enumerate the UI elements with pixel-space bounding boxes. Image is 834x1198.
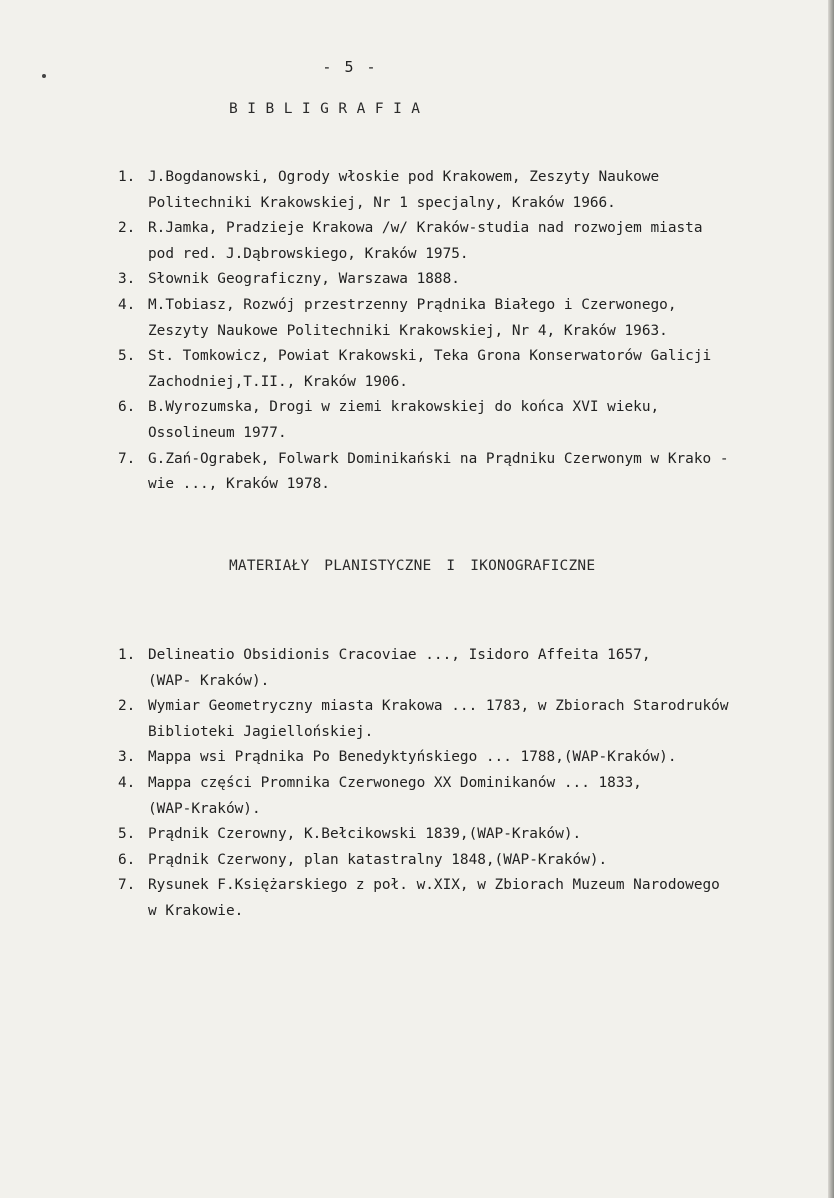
materials-heading: MATERIAŁY PLANISTYCZNE I IKONOGRAFICZNE — [229, 558, 596, 574]
item-number: 3. — [118, 749, 136, 766]
item-line: Rysunek F.Księżarskiego z poł. w.XIX, w Zbiorach Muzeum Narodowego — [148, 877, 720, 894]
item-number: 2. — [118, 220, 136, 237]
bibliography-heading: BIBLIGRAFIA — [229, 101, 430, 117]
item-line: Delineatio Obsidionis Cracoviae ..., Isidoro Affeita 1657, — [148, 647, 651, 663]
list-item — [118, 822, 808, 848]
item-line: B.Wyrozumska, Drogi w ziemi krakowskiej do końca XVI wieku, — [148, 399, 660, 416]
item-number: 2. — [118, 698, 136, 715]
item-line: Prądnik Czerwony, plan katastralny 1848,(WAP-Kraków). — [148, 851, 608, 868]
item-number: 1. — [118, 169, 136, 185]
item-number: 7. — [118, 450, 136, 467]
item-line: pod red. J.Dąbrowskiego, Kraków 1975. — [148, 245, 469, 262]
item-line: Ossolineum 1977. — [148, 424, 287, 441]
page-number: - 5 - — [322, 58, 378, 76]
list-item — [118, 267, 808, 293]
list-item — [118, 873, 808, 924]
bibliography-list — [118, 165, 808, 498]
item-line: St. Tomkowicz, Powiat Krakowski, Teka Grona Konserwatorów Galicji — [148, 348, 712, 365]
item-line: Prądnik Czerowny, K.Bełcikowski 1839,(WAP-Kraków). — [148, 826, 582, 843]
list-item — [118, 395, 808, 446]
item-line: Zachodniej,T.II., Kraków 1906. — [148, 373, 408, 390]
item-number: 5. — [118, 348, 136, 365]
list-item — [118, 643, 808, 694]
item-number: 5. — [118, 826, 136, 843]
item-line: Mappa części Promnika Czerwonego XX Dominikanów ... 1833, — [148, 774, 642, 791]
item-number: 7. — [118, 877, 136, 894]
item-number: 1. — [118, 647, 136, 663]
list-item — [118, 745, 808, 771]
item-number: 3. — [118, 271, 136, 288]
list-item — [118, 344, 808, 395]
item-number: 6. — [118, 851, 136, 868]
item-line: J.Bogdanowski, Ogrody włoskie pod Krakowem, Zeszyty Naukowe — [148, 169, 660, 185]
list-item — [118, 165, 808, 216]
item-line: Biblioteki Jagiellońskiej. — [148, 723, 374, 740]
list-item — [118, 848, 808, 874]
item-line: M.Tobiasz, Rozwój przestrzenny Prądnika Białego i Czerwonego, — [148, 296, 677, 313]
list-item — [118, 694, 808, 745]
item-line: wie ..., Kraków 1978. — [148, 476, 330, 493]
list-item — [118, 216, 808, 267]
ink-speck — [42, 74, 46, 78]
list-item — [118, 771, 808, 822]
page-edge-shadow — [828, 0, 834, 1198]
materials-list — [118, 643, 808, 925]
item-line: Zeszyty Naukowe Politechniki Krakowskiej, Nr 4, Kraków 1963. — [148, 322, 668, 339]
item-line: R.Jamka, Pradzieje Krakowa /w/ Kraków-studia nad rozwojem miasta — [148, 220, 703, 237]
item-number: 4. — [118, 296, 136, 313]
list-item — [118, 447, 808, 498]
item-line: Politechniki Krakowskiej, Nr 1 specjalny, Kraków 1966. — [148, 194, 616, 211]
item-number: 4. — [118, 774, 136, 791]
item-line: Wymiar Geometryczny miasta Krakowa ... 1783, w Zbiorach Starodruków — [148, 698, 729, 715]
item-line: (WAP- Kraków). — [148, 672, 270, 689]
item-line: Mappa wsi Prądnika Po Benedyktyńskiego ... 1788,(WAP-Kraków). — [148, 749, 677, 766]
item-number: 6. — [118, 399, 136, 416]
item-line: (WAP-Kraków). — [148, 800, 261, 817]
list-item — [118, 293, 808, 344]
item-line: G.Zań-Ograbek, Folwark Dominikański na Prądniku Czerwonym w Krako - — [148, 450, 729, 467]
item-line: w Krakowie. — [148, 902, 244, 919]
item-line: Słownik Geograficzny, Warszawa 1888. — [148, 271, 460, 288]
